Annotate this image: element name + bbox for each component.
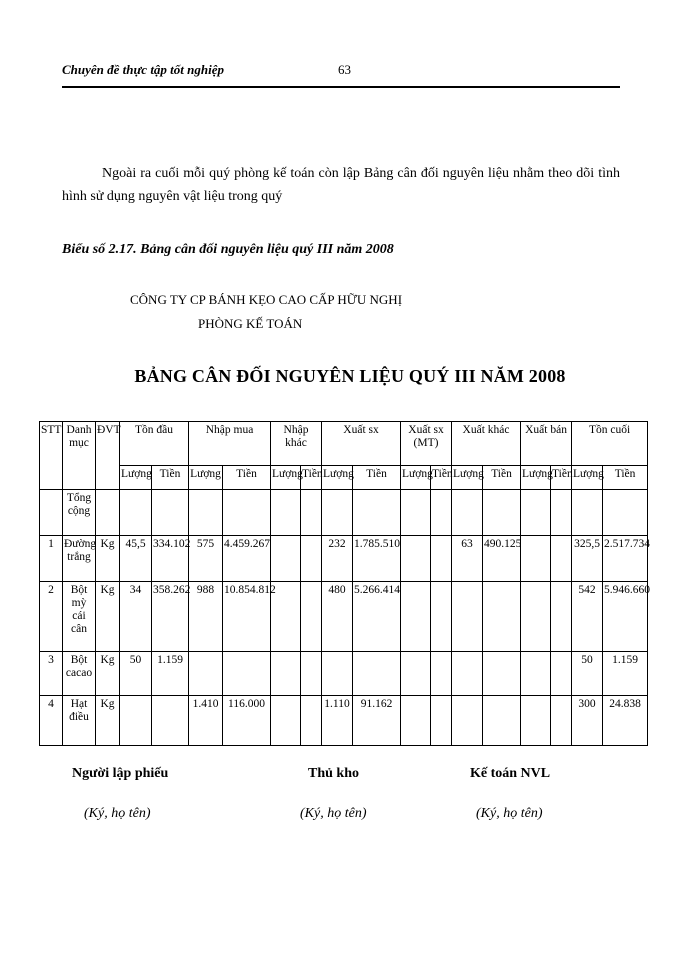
intro-paragraph: Ngoài ra cuối mỗi quý phòng kế toán còn lập Bảng cân đối nguyên liệu nhằm theo dõi tình hình sử dụng nguyên vật liệu trong quý (62, 166, 620, 204)
row-unit: Kg (96, 582, 120, 652)
subheader-amount: Tiền (483, 466, 521, 490)
cell-quantity (322, 652, 353, 696)
cell-amount: 1.159 (152, 652, 189, 696)
cell-amount (431, 696, 452, 746)
signature-preparer: Người lập phiếu (72, 766, 169, 781)
cell-quantity (120, 696, 152, 746)
cell-quantity: 325,5 (572, 536, 603, 582)
subheader-quantity: Lượng (120, 466, 152, 490)
group-other-out: Xuất khác (452, 422, 521, 466)
table-row (40, 582, 648, 652)
group-sales: Xuất bán (521, 422, 572, 466)
cell-amount (431, 582, 452, 652)
cell-quantity: 34 (120, 582, 152, 652)
subheader-quantity: Lượng (271, 466, 301, 490)
cell-amount (551, 582, 572, 652)
row-name: Đường trắng (63, 536, 96, 582)
cell-amount (353, 652, 401, 696)
group-opening: Tồn đầu (120, 422, 189, 466)
cell-quantity: 50 (120, 652, 152, 696)
cell-quantity (271, 536, 301, 582)
cell-quantity (401, 536, 431, 582)
cell-quantity: 1.110 (322, 696, 353, 746)
cell-amount: 490.125 (483, 536, 521, 582)
signature-storekeeper: Thủ kho (308, 766, 359, 781)
cell-quantity (401, 582, 431, 652)
cell-quantity (452, 696, 483, 746)
cell-amount (223, 652, 271, 696)
row-unit: Kg (96, 696, 120, 746)
col-stt: STT (40, 422, 63, 490)
cell-quantity (452, 582, 483, 652)
cell-amount: 1.785.510 (353, 536, 401, 582)
cell-quantity: 63 (452, 536, 483, 582)
table-caption: Biểu số 2.17. Bảng cân đối nguyên liệu quý III năm 2008 (62, 242, 394, 257)
header-title: Chuyên đề thực tập tốt nghiệp (62, 62, 224, 77)
cell-amount (483, 652, 521, 696)
cell-amount (483, 696, 521, 746)
cell-amount: 1.159 (603, 652, 648, 696)
cell-amount: 334.102 (152, 536, 189, 582)
cell-amount (301, 696, 322, 746)
cell-quantity (271, 696, 301, 746)
row-stt: 2 (40, 582, 63, 652)
cell-quantity (271, 652, 301, 696)
subheader-quantity: Lượng (452, 466, 483, 490)
subheader-amount: Tiền (301, 466, 322, 490)
cell-quantity: 1.410 (189, 696, 223, 746)
group-purchase: Nhập mua (189, 422, 271, 466)
cell-amount: 24.838 (603, 696, 648, 746)
cell-quantity (401, 696, 431, 746)
subheader-amount: Tiền (603, 466, 648, 490)
page-header (62, 60, 620, 88)
cell-amount (551, 696, 572, 746)
subheader-amount: Tiền (431, 466, 452, 490)
page-number: 63 (338, 62, 351, 77)
balance-table (39, 421, 651, 746)
cell-amount: 10.854.812 (223, 582, 271, 652)
row-stt: 1 (40, 536, 63, 582)
group-production-mt: Xuất sx (MT) (401, 422, 452, 466)
subheader-quantity: Lượng (322, 466, 353, 490)
group-production-out: Xuất sx (322, 422, 401, 466)
subheader-amount: Tiền (551, 466, 572, 490)
cell-amount: 2.517.734 (603, 536, 648, 582)
cell-quantity (521, 696, 551, 746)
subheader-quantity: Lượng (401, 466, 431, 490)
company-name: CÔNG TY CP BÁNH KẸO CAO CẤP HỮU NGHỊ (130, 292, 403, 307)
cell-amount (301, 582, 322, 652)
subheader-amount: Tiền (353, 466, 401, 490)
cell-quantity (521, 582, 551, 652)
group-closing: Tồn cuối (572, 422, 648, 466)
table-row (40, 652, 648, 696)
subheader-quantity: Lượng (572, 466, 603, 490)
cell-quantity: 232 (322, 536, 353, 582)
cell-amount (301, 652, 322, 696)
cell-amount (551, 652, 572, 696)
cell-amount: 5.266.414 (353, 582, 401, 652)
cell-quantity (189, 652, 223, 696)
row-name: Bột mỳ cái cân (63, 582, 96, 652)
cell-amount (152, 696, 189, 746)
cell-amount: 358.262 (152, 582, 189, 652)
row-stt: 4 (40, 696, 63, 746)
cell-amount: 5.946.660 (603, 582, 648, 652)
subheader-quantity: Lượng (521, 466, 551, 490)
signature-note-accountant: (Ký, họ tên) (476, 806, 543, 821)
total-row (40, 490, 648, 536)
cell-quantity: 542 (572, 582, 603, 652)
cell-quantity: 480 (322, 582, 353, 652)
table-row (40, 696, 648, 746)
group-other-in: Nhập khác (271, 422, 322, 466)
cell-quantity: 300 (572, 696, 603, 746)
cell-amount (551, 536, 572, 582)
cell-amount (301, 536, 322, 582)
department-name: PHÒNG KẾ TOÁN (198, 316, 303, 331)
cell-amount (431, 536, 452, 582)
cell-amount (483, 582, 521, 652)
signature-note-preparer: (Ký, họ tên) (84, 806, 151, 821)
cell-quantity (521, 536, 551, 582)
cell-quantity (521, 652, 551, 696)
col-name: Danh mục (63, 422, 96, 490)
col-unit: ĐVT (96, 422, 120, 490)
row-unit: Kg (96, 536, 120, 582)
cell-quantity (452, 652, 483, 696)
row-name: Hạt điều (63, 696, 96, 746)
subheader-amount: Tiền (223, 466, 271, 490)
cell-quantity: 575 (189, 536, 223, 582)
cell-quantity: 45,5 (120, 536, 152, 582)
table-row (40, 536, 648, 582)
subheader-quantity: Lượng (189, 466, 223, 490)
cell-amount: 116.000 (223, 696, 271, 746)
row-unit: Kg (96, 652, 120, 696)
cell-amount: 91.162 (353, 696, 401, 746)
cell-amount (431, 652, 452, 696)
subheader-amount: Tiền (152, 466, 189, 490)
cell-amount: 4.459.267 (223, 536, 271, 582)
cell-quantity: 988 (189, 582, 223, 652)
row-name: Bột cacao (63, 652, 96, 696)
signature-note-storekeeper: (Ký, họ tên) (300, 806, 367, 821)
cell-quantity: 50 (572, 652, 603, 696)
cell-quantity (401, 652, 431, 696)
signature-accountant: Kế toán NVL (470, 766, 551, 781)
total-label: Tổng cộng (63, 490, 96, 536)
row-stt: 3 (40, 652, 63, 696)
report-title: BẢNG CÂN ĐỐI NGUYÊN LIỆU QUÝ III NĂM 2008 (134, 366, 566, 386)
